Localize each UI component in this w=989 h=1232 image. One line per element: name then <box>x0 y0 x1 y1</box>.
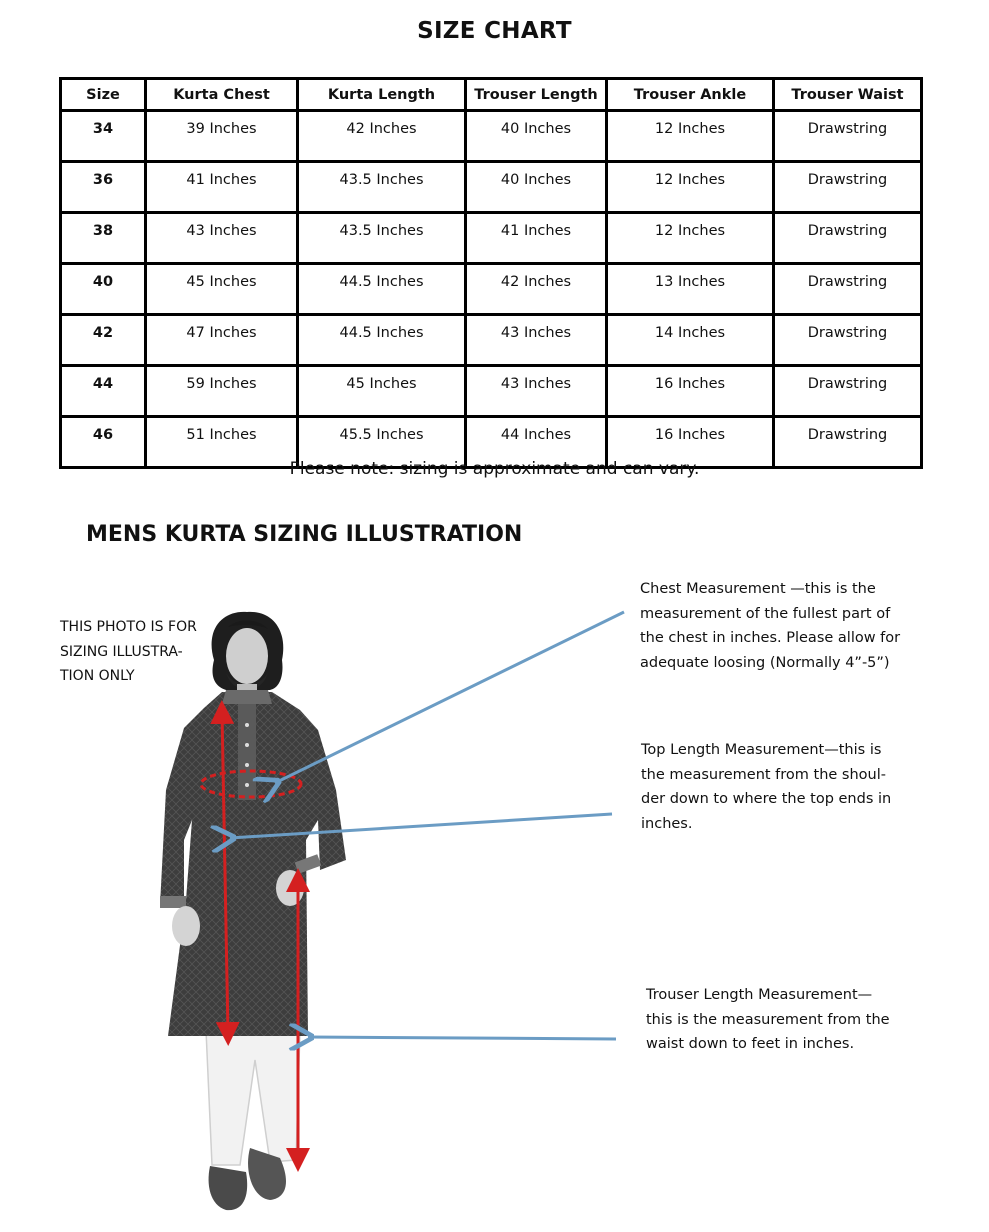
trouser-length-cell: 43 Inches <box>466 366 607 417</box>
callout-line: der down to where the top ends in <box>641 791 892 807</box>
trouser-ankle-cell: 16 Inches <box>607 417 774 468</box>
trouser-waist-cell: Drawstring <box>774 162 922 213</box>
callout-line: waist down to feet in inches. <box>646 1036 855 1052</box>
illustration-title: MENS KURTA SIZING ILLUSTRATION <box>86 522 523 547</box>
callout-line: adequate loosing (Normally 4”-5”) <box>640 654 890 671</box>
trouser-waist-cell: Drawstring <box>774 417 922 468</box>
callout-line: inches. <box>641 815 693 832</box>
trouser-ankle-cell: 12 Inches <box>607 111 774 162</box>
callout-line: Trouser Length Measurement— <box>646 987 873 1003</box>
size-cell: 42 <box>61 315 146 366</box>
trouser-length-cell: 40 Inches <box>466 111 607 162</box>
trouser-ankle-cell: 13 Inches <box>607 264 774 315</box>
size-cell: 36 <box>61 162 146 213</box>
kurta-chest-cell: 45 Inches <box>146 264 298 315</box>
trouser-waist-cell: Drawstring <box>774 213 922 264</box>
trouser-ankle-cell: 12 Inches <box>607 162 774 213</box>
model-head <box>212 612 284 696</box>
column-header-trouser-length: Trouser Length <box>466 79 607 111</box>
photo-disclaimer-line: THIS PHOTO IS FOR <box>60 619 197 635</box>
model-left-hand <box>172 906 200 946</box>
callout-line: the measurement from the shoul- <box>641 766 886 783</box>
kurta-chest-cell: 41 Inches <box>146 162 298 213</box>
model-right-hand <box>276 870 304 906</box>
kurta-length-cell: 43.5 Inches <box>298 162 466 213</box>
trouser-length-cell: 44 Inches <box>466 417 607 468</box>
callout-line: measurement of the fullest part of <box>640 605 891 622</box>
trouser-length-cell: 42 Inches <box>466 264 607 315</box>
callout-line: Top Length Measurement—this is <box>641 742 882 758</box>
trouser-length-callout <box>646 983 911 1057</box>
callout-line: the chest in inches. Please allow for <box>640 630 901 646</box>
column-header-size: Size <box>61 79 146 111</box>
trouser-length-cell: 43 Inches <box>466 315 607 366</box>
trouser-ankle-cell: 14 Inches <box>607 315 774 366</box>
trouser-waist-cell: Drawstring <box>774 111 922 162</box>
kurta-length-cell: 45 Inches <box>298 366 466 417</box>
column-header-trouser-ankle: Trouser Ankle <box>607 79 774 111</box>
column-header-kurta-length: Kurta Length <box>298 79 466 111</box>
kurta-chest-cell: 43 Inches <box>146 213 298 264</box>
photo-disclaimer-line: SIZING ILLUSTRA- <box>60 643 183 660</box>
size-cell: 46 <box>61 417 146 468</box>
kurta-chest-cell: 39 Inches <box>146 111 298 162</box>
sizing-note: Please note: sizing is approximate and can vary. <box>289 459 700 479</box>
top-length-callout <box>641 738 911 836</box>
trouser-ankle-cell: 12 Inches <box>607 213 774 264</box>
callout-line: this is the measurement from the <box>646 1011 890 1028</box>
size-cell: 38 <box>61 213 146 264</box>
kurta-length-cell: 42 Inches <box>298 111 466 162</box>
callout-line: Chest Measurement —this is the <box>640 581 876 597</box>
photo-disclaimer-line: TION ONLY <box>60 668 135 684</box>
trouser-waist-cell: Drawstring <box>774 264 922 315</box>
column-header-trouser-waist: Trouser Waist <box>774 79 922 111</box>
trouser-ankle-cell: 16 Inches <box>607 366 774 417</box>
kurta-chest-cell: 47 Inches <box>146 315 298 366</box>
kurta-length-cell: 44.5 Inches <box>298 264 466 315</box>
kurta-length-cell: 45.5 Inches <box>298 417 466 468</box>
kurta-chest-cell: 51 Inches <box>146 417 298 468</box>
trouser-length-cell: 41 Inches <box>466 213 607 264</box>
size-cell: 34 <box>61 111 146 162</box>
kurta-chest-cell: 59 Inches <box>146 366 298 417</box>
trouser-waist-cell: Drawstring <box>774 366 922 417</box>
kurta-length-cell: 43.5 Inches <box>298 213 466 264</box>
trouser-waist-cell: Drawstring <box>774 315 922 366</box>
size-cell: 40 <box>61 264 146 315</box>
chest-measurement-callout <box>640 577 910 675</box>
trouser-length-cell: 40 Inches <box>466 162 607 213</box>
model-trousers <box>206 1030 300 1165</box>
size-cell: 44 <box>61 366 146 417</box>
kurta-length-cell: 44.5 Inches <box>298 315 466 366</box>
column-header-kurta-chest: Kurta Chest <box>146 79 298 111</box>
size-chart-title: SIZE CHART <box>417 18 572 44</box>
model-kurta <box>160 690 346 1036</box>
